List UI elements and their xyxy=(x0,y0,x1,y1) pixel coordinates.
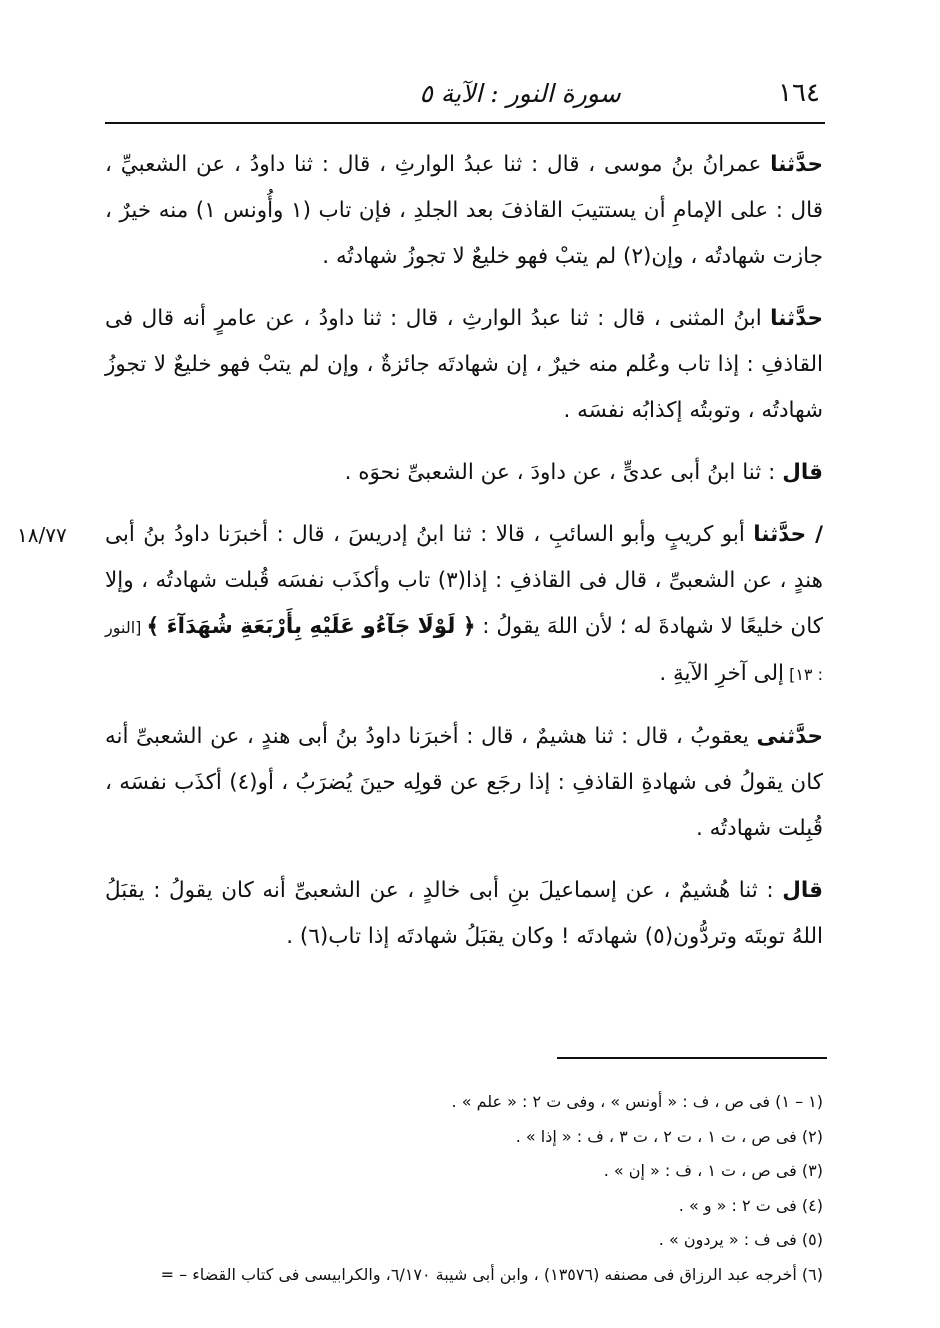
paragraph-text: أبو كريبٍ وأبو السائبِ ، قالا : ثنا ابنُ إدريسَ ، قال : أخبرَنا داودُ بنُ أبى هندٍ ، عن الشعبىِّ ، قال فى القاذفِ : إذا(٣) تاب وأكذَب نفسَه قُبلت شهادتُه ، وإلا كان خليعًا لا شهادةَ له ؛ لأن اللهَ يقولُ : xyxy=(105,522,823,639)
paragraph-lead: قال xyxy=(782,878,823,903)
quran-reference: [النور : ١٣] xyxy=(105,618,823,684)
footnote-3: (٣) فى ص ، ت ١ ، ف : « إن » . xyxy=(603,1161,823,1180)
paragraph-2 xyxy=(105,296,823,434)
page-header xyxy=(110,68,820,118)
margin-reference: ١٨/٧٧ xyxy=(17,523,67,547)
quran-quote: ﴿ لَوْلَا جَآءُو عَلَيْهِ بِأَرْبَعَةِ شُهَدَآءَ ﴾ xyxy=(146,614,476,639)
footnotes xyxy=(105,1085,823,1292)
main-text xyxy=(17,142,823,976)
paragraph-text: يعقوبُ ، قال : ثنا هشيمٌ ، قال : أخبرَنا داودُ بنُ أبى هندٍ ، عن الشعبىِّ أنه كان يقولُ فى شهادةِ القاذفِ : إذا رجَع عن قولِه حينَ يُضرَبُ ، أو(٤) أكذَب نفسَه ، قُبِلت شهادتُه . xyxy=(105,724,823,841)
paragraph-prefix: / xyxy=(806,522,823,547)
footnote-5: (٥) فى ف : « يردون » . xyxy=(658,1230,823,1249)
footnote-4: (٤) فى ت ٢ : « و » . xyxy=(678,1195,823,1215)
footnote-6: (٦) أخرجه عبد الرزاق فى مصنفه (١٣٥٧٦) ، وابن أبى شيبة ٦/١٧٠، والكرابيسى فى كتاب القضاء – = xyxy=(160,1264,823,1284)
paragraph-text: : ثنا ابنُ أبى عدىٍّ ، عن داودَ ، عن الشعبىِّ نحوَه . xyxy=(344,460,783,485)
page-number: ١٦٤ xyxy=(778,78,820,108)
paragraph-tail: إلى آخرِ الآيةِ . xyxy=(659,661,784,686)
footnote-2: (٢) فى ص ، ت ١ ، ت ٢ ، ت ٣ ، ف : « إذا » . xyxy=(515,1126,823,1146)
paragraph-text: : ثنا هُشيمٌ ، عن إسماعيلَ بنِ أبى خالدٍ ، عن الشعبىِّ أنه كان يقولُ : يقبَلُ اللهُ توبتَه وتردُّون(٥) شهادتَه ! وكان يقبَلُ شهادتَه إذا تاب(٦) . xyxy=(105,878,823,949)
paragraph-3 xyxy=(105,450,823,496)
footnote-1: (١ – ١) فى ص ، ف : « أونس » ، وفى ت ٢ : « علم » . xyxy=(451,1092,823,1111)
paragraph-lead: حدَّثنا xyxy=(770,152,823,177)
running-title: سورة النور : الآية ٥ xyxy=(419,78,621,108)
paragraph-6 xyxy=(105,868,823,960)
paragraph-1 xyxy=(105,142,823,280)
paragraph-4 xyxy=(17,512,823,698)
paragraph-5 xyxy=(105,714,823,852)
header-rule xyxy=(105,122,825,124)
paragraph-text: ابنُ المثنى ، قال : ثنا عبدُ الوارثِ ، قال : ثنا داودُ ، عن عامرٍ أنه قال فى القاذفِ : إذا تاب وعُلم منه خيرٌ ، إن شهادتَه جائزةٌ ، وإن لم يتبْ فهو خليعٌ لا تجوزُ شهادتُه ، وتوبتُه إكذابُه نفسَه . xyxy=(105,306,823,423)
footnote-rule xyxy=(557,1057,827,1059)
paragraph-lead: حدَّثنا xyxy=(753,522,807,547)
paragraph-lead: قال xyxy=(782,460,823,485)
paragraph-lead: حدَّثنى xyxy=(756,724,823,749)
paragraph-text: عمرانُ بنُ موسى ، قال : ثنا عبدُ الوارثِ ، قال : ثنا داودُ ، عن الشعبيِّ ، قال : على الإمامِ أن يستتيبَ القاذفَ بعد الجلدِ ، فإن تاب (١ وأُونس ١) منه خيرٌ ، جازت شهادتُه ، وإن(٢) لم يتبْ فهو خليعٌ لا تجوزُ شهادتُه . xyxy=(105,152,823,269)
paragraph-lead: حدَّثنا xyxy=(770,306,823,331)
